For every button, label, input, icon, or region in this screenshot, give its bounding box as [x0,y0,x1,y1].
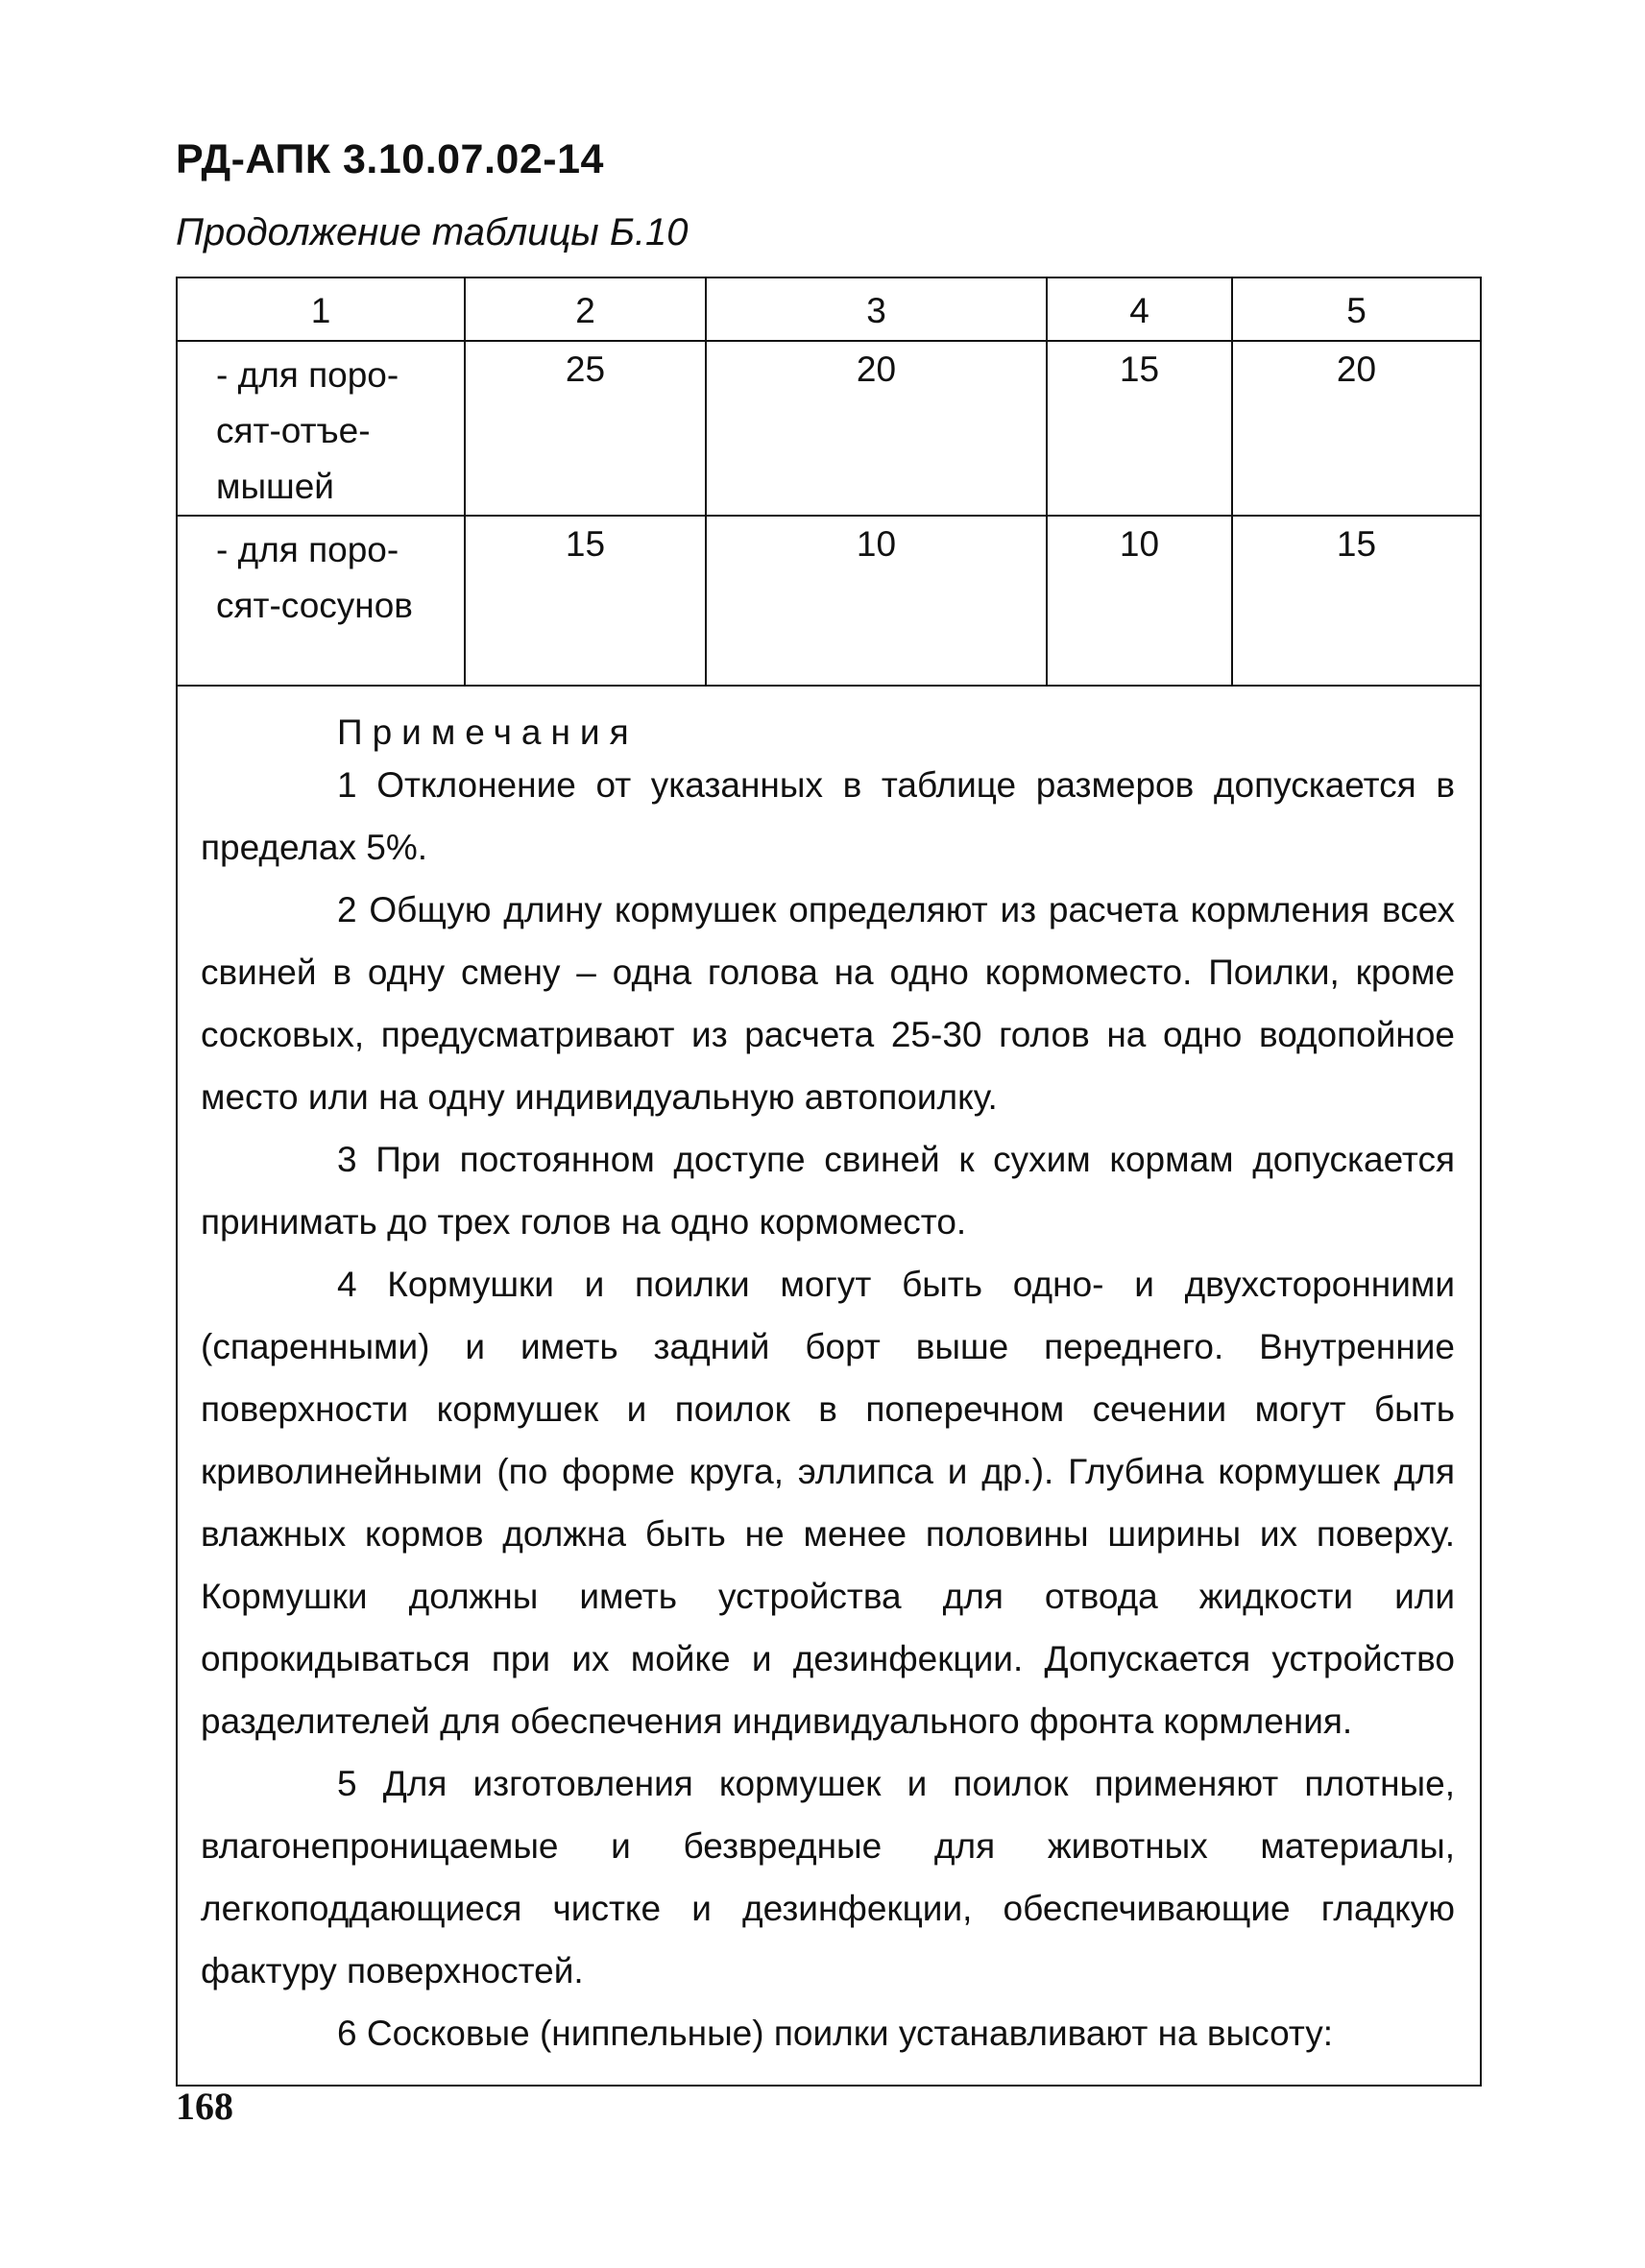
table-cell [1232,516,1481,686]
column-header: 1 [177,277,465,341]
table-cell [177,516,465,686]
notes-cell [177,686,1481,2086]
page-number: 168 [176,2085,233,2128]
notes-title: Примечания [337,712,639,752]
row-label: - для поро-сят-отъе-мышей [216,355,399,506]
table-cell [1232,341,1481,516]
note-item: 1 Отклонение от указанных в таблице размеров допускается в пределах 5%. [201,765,1455,867]
table-cell [465,341,706,516]
note-item: 6 Сосковые (ниппельные) поилки устанавливают на высоту: [337,2014,1333,2053]
note-item: 3 При постоянном доступе свиней к сухим кормам допускается принимать до трех голов на одно кормоместо. [201,1140,1455,1242]
table-cell [1047,516,1232,686]
row-value: 15 [1119,350,1160,389]
note-item: 2 Общую длину кормушек определяют из расчета кормления всех свиней в одну смену – одна голова на одно кормоместо. Поилки, кроме сосковых, предусматривают из расчета 25-30 голов на одно водопойное место или на одну индивидуальную автопоилку. [201,890,1455,1117]
document-code: РД-АПК 3.10.07.02-14 [176,136,604,182]
table-caption: Продолжение таблицы Б.10 [176,211,689,253]
column-header: 4 [1047,277,1232,341]
row-value: 15 [565,524,606,564]
table-cell [465,516,706,686]
row-value: 25 [565,350,606,389]
note-item: 4 Кормушки и поилки могут быть одно- и двухсторонними (спаренными) и иметь задний борт выше переднего. Внутренние поверхности кормушек и поилок в поперечном сечении могут быть криволинейными (по форме круга, эллипса и др.). Глубина кормушек для влажных кормов должна быть не менее половины ширины их поверху. Кормушки должны иметь устройства для отвода жидкости или опрокидываться при их мойке и дезинфекции. Допускается устройство разделителей для обеспечения индивидуального фронта кормления. [201,1265,1455,1741]
table-cell [177,341,465,516]
row-label: - для поро-сят-сосунов [216,530,413,625]
row-value: 10 [856,524,897,564]
column-header: 2 [465,277,706,341]
table-row [177,516,1481,686]
table-cell [706,516,1047,686]
data-table [176,277,1482,2087]
column-header: 3 [706,277,1047,341]
row-value: 15 [1336,524,1377,564]
table-cell [706,341,1047,516]
note-item: 5 Для изготовления кормушек и поилок применяют плотные, влагонепроницаемые и безвредные для животных материалы, легкоподдающиеся чистке и дезинфекции, обеспечивающие гладкую фактуру поверхностей. [201,1764,1455,1991]
notes-row [177,686,1481,2086]
row-value: 10 [1119,524,1160,564]
table-header-row [177,277,1481,341]
column-header: 5 [1232,277,1481,341]
table-cell [1047,341,1232,516]
row-value: 20 [1336,350,1377,389]
table-row [177,341,1481,516]
row-value: 20 [856,350,897,389]
